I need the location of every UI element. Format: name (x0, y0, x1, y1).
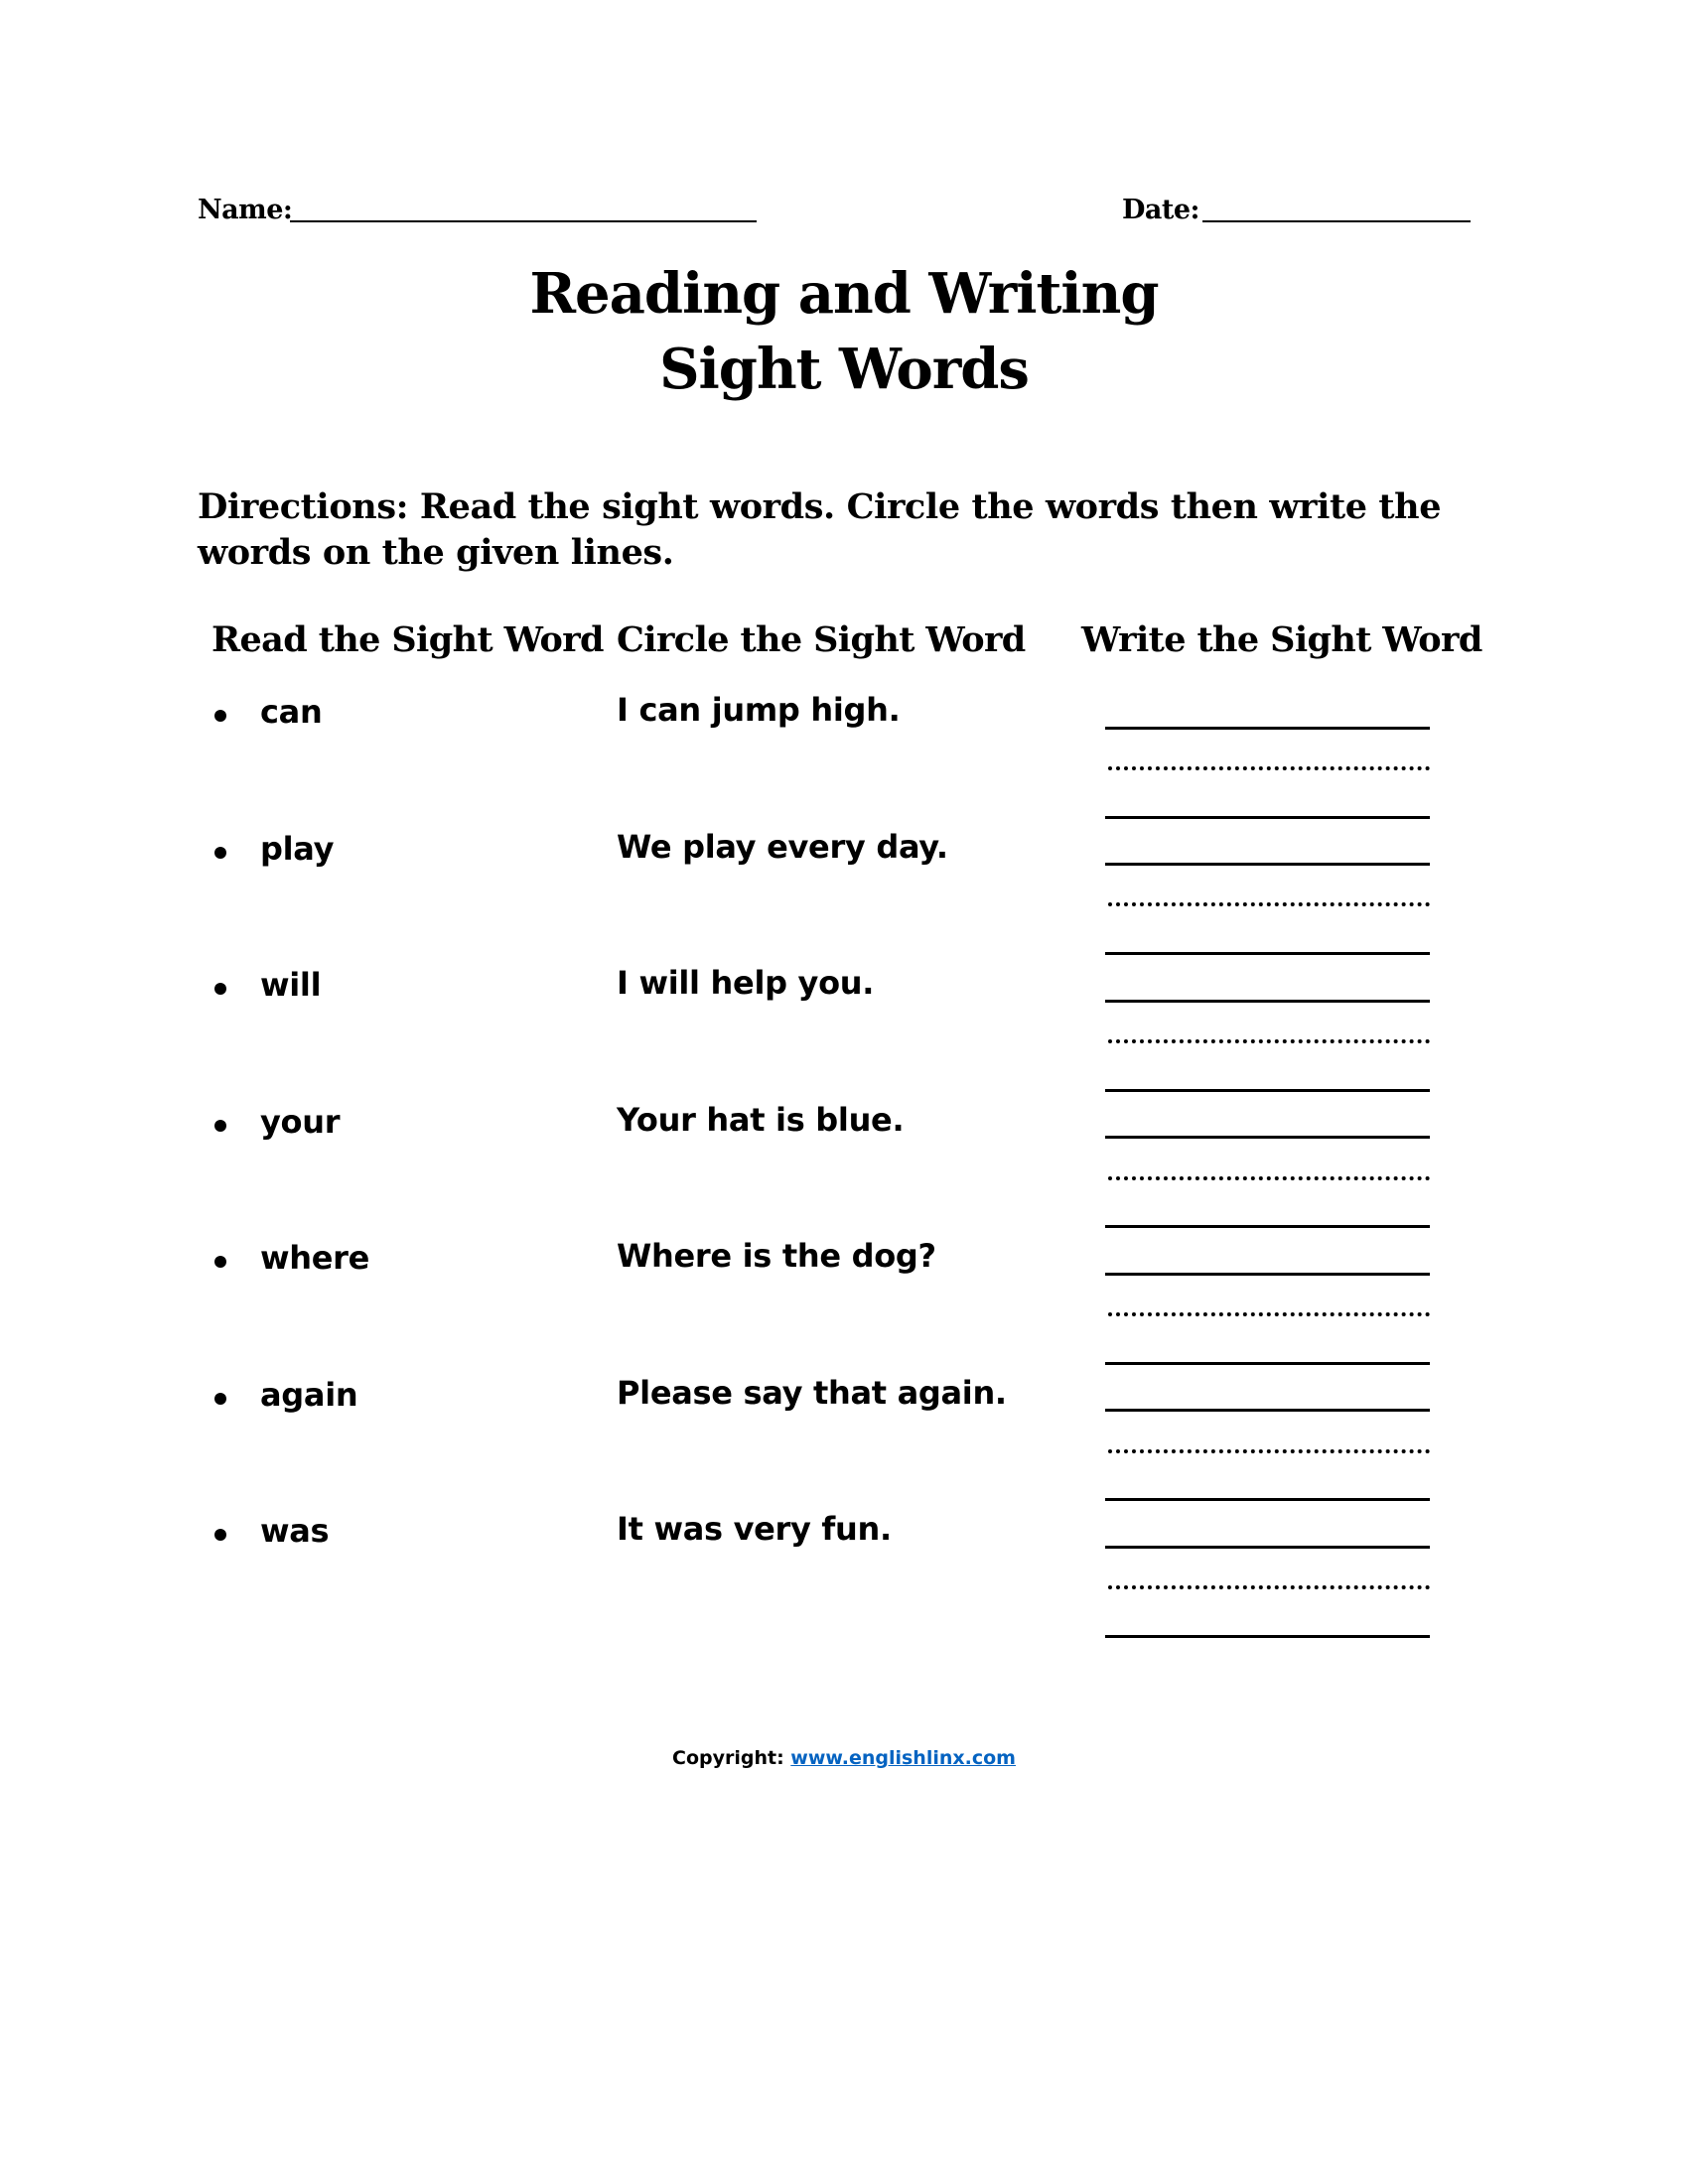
englishlinx-link[interactable]: www.englishlinx.com (790, 1747, 1016, 1769)
write-line-top[interactable] (1105, 1546, 1430, 1549)
sight-word: play (260, 830, 335, 868)
write-line-dotted[interactable] (1108, 902, 1430, 906)
write-line-dotted[interactable] (1108, 1585, 1430, 1589)
write-line-dotted[interactable] (1108, 1312, 1430, 1316)
write-line-bottom[interactable] (1105, 1225, 1430, 1228)
bullet-icon (214, 1256, 226, 1268)
write-line-top[interactable] (1105, 1000, 1430, 1003)
write-line-dotted[interactable] (1108, 1039, 1430, 1043)
write-line-top[interactable] (1105, 1136, 1430, 1139)
name-field[interactable] (290, 220, 757, 222)
sight-word-sentence[interactable]: Please say that again. (617, 1374, 1007, 1412)
directions-text: Directions: Read the sight words. Circle the words then write the words on the given lines. (198, 486, 1442, 573)
sight-word-sentence[interactable]: Where is the dog? (617, 1237, 936, 1275)
write-line-top[interactable] (1105, 1273, 1430, 1276)
column-header-circle: Circle the Sight Word (617, 619, 1026, 660)
bullet-icon (214, 1529, 226, 1541)
copyright-label: Copyright: (672, 1747, 791, 1769)
bullet-icon (214, 983, 226, 995)
write-line-bottom[interactable] (1105, 1635, 1430, 1638)
sight-word: will (260, 966, 322, 1004)
sight-word: was (260, 1512, 330, 1550)
write-line-dotted[interactable] (1108, 766, 1430, 770)
write-line-bottom[interactable] (1105, 1498, 1430, 1501)
write-line-bottom[interactable] (1105, 952, 1430, 955)
sight-word: where (260, 1239, 370, 1277)
sight-word: your (260, 1103, 341, 1141)
column-header-read: Read the Sight Word (211, 619, 604, 660)
bullet-icon (214, 710, 226, 722)
write-line-bottom[interactable] (1105, 816, 1430, 819)
date-label: Date: (1122, 195, 1200, 225)
write-line-dotted[interactable] (1108, 1176, 1430, 1180)
write-line-top[interactable] (1105, 1409, 1430, 1412)
name-label: Name: (198, 195, 293, 225)
write-line-top[interactable] (1105, 863, 1430, 866)
column-header-write: Write the Sight Word (1081, 619, 1482, 660)
write-line-dotted[interactable] (1108, 1449, 1430, 1453)
bullet-icon (214, 1393, 226, 1405)
date-field[interactable] (1202, 220, 1471, 222)
sight-word-sentence[interactable]: I will help you. (617, 964, 875, 1002)
write-line-bottom[interactable] (1105, 1089, 1430, 1092)
sight-word-sentence[interactable]: Your hat is blue. (617, 1101, 905, 1139)
sight-word: can (260, 693, 323, 731)
write-line-top[interactable] (1105, 727, 1430, 730)
page-title-line-2: Sight Words (659, 337, 1029, 402)
bullet-icon (214, 1120, 226, 1132)
sight-word: again (260, 1376, 358, 1414)
bullet-icon (214, 847, 226, 859)
sight-word-sentence[interactable]: We play every day. (617, 828, 948, 866)
page-title-line-1: Reading and Writing (529, 261, 1159, 327)
sight-word-sentence[interactable]: It was very fun. (617, 1510, 892, 1548)
write-line-bottom[interactable] (1105, 1362, 1430, 1365)
copyright-footer (0, 1747, 1688, 1769)
sight-word-sentence[interactable]: I can jump high. (617, 691, 901, 729)
